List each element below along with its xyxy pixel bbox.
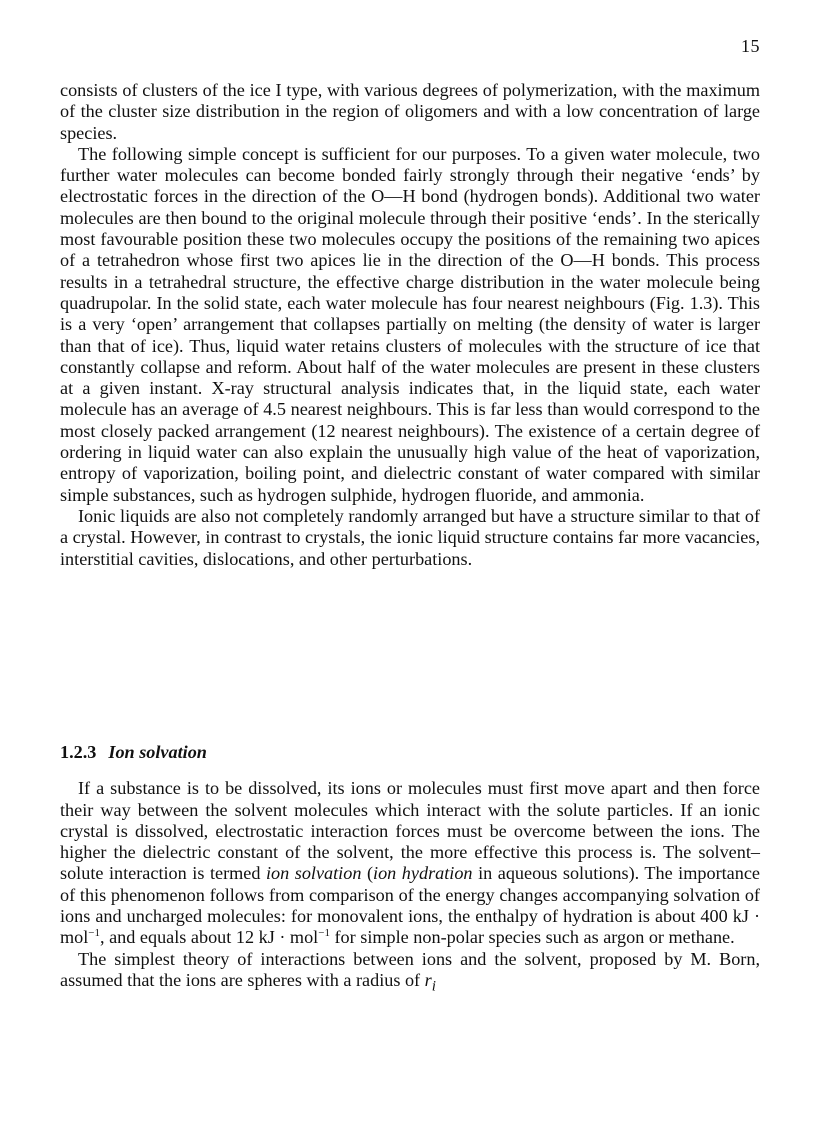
paragraph-born-theory [60,949,760,997]
text-run: for simple non-polar species such as argon or methane. [329,927,735,948]
symbol-r: r [424,969,432,990]
text-run: The simplest theory of interactions between ions and the solvent, proposed by M. Born, assumed that the ions are spheres with a radius of [60,948,760,990]
symbol-subscript [432,978,436,995]
subscript-i: i [431,977,436,995]
text-run: , and equals about 12 kJ · mol [100,927,319,948]
text-run: ( [361,863,374,884]
paragraph-continuation: consists of clusters of the ice I type, with various degrees of polymerization, with the maximum of the cluster size distribution in the region of oligomers and with a low concentration of large species. [60,80,760,143]
section-ion-solvation [60,742,760,997]
text-run: If a substance is to be dissolved, its ions or molecules must first move apart and then force their way between the solvent molecules which interact with the solute particles. If an ionic crystal is dissolved, electrostatic interaction forces must be overcome between the ions. The higher the dielectric constant of the solvent, the more effective this process is. The solvent–solute interaction is termed [60,778,760,884]
term-ion-solvation: ion solvation [265,863,362,884]
section-heading [60,742,760,763]
paragraph-ionic-liquids: Ionic liquids are also not completely randomly arranged but have a structure similar to that of a crystal. However, in contrast to crystals, the ionic liquid structure contains far more vacancies, interstitial cavities, dislocations, and other perturbations. [60,505,760,569]
section-number: 1.2.3 [60,742,97,762]
section-title: Ion solvation [108,742,207,762]
text-run: in aqueous solutions). The importance of this phenomenon follows from comparison of the energy changes accompanying solvation of ions and uncharged molecules: for monovalent ions, the enthalpy of hydration is about 400 kJ · mol [60,863,760,948]
paragraph-solvation-intro [60,778,760,948]
term-ion-hydration: ion hydration [373,863,473,884]
page-number: 15 [741,36,760,56]
paragraph-water-structure: The following simple concept is sufficient for our purposes. To a given water molecule, two further water molecules can become bonded fairly strongly through their negative ‘ends’ by electrostatic forces in the direction of the O—H bond (hydrogen bonds). Additional two water molecules are then bound to the original molecule through their positive ‘ends’. In the sterically most favourable position these two molecules occupy the positions of the remaining two apices of a tetrahedron whose first two apices lie in the direction of the O—H bonds. This process results in a tetrahedral structure, the effective charge distribution in the water molecule being quadrupolar. In the solid state, each water molecule has four nearest neighbours (Fig. 1.3). This is a very ‘open’ arrangement that collapses partially on melting (the density of water is larger than that of ice). Thus, liquid water retains clusters of molecules with the structure of ice that constantly collapse and reform. About half of the water molecules are present in these clusters at a given instant. X-ray structural analysis indicates that, in the liquid state, each water molecule has an average of 4.5 nearest neighbours. This is far less than would correspond to the most closely packed arrangement (12 nearest neighbours). The existence of a certain degree of ordering in liquid water can also explain the unusually high value of the heat of vaporization, entropy of vaporization, boiling point, and dielectric constant of water compared with similar simple substances, such as hydrogen sulphide, hydrogen fluoride, and ammonia. [60,143,760,505]
exponent: −1 [318,927,330,940]
exponent: −1 [88,927,101,940]
section-body [60,778,760,997]
body-text [60,80,760,570]
